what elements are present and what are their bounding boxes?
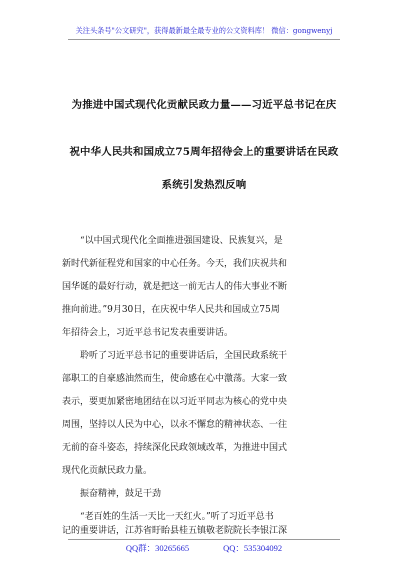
body-line: 推向前进。”9月30日，在庆祝中华人民共和国成立75周 (62, 305, 280, 315)
body-line: “以中国式现代化全面推进强国建设、民族复兴，是 (62, 236, 283, 246)
section-heading: 振奋精神，鼓足干劲 (62, 489, 162, 499)
body-line: 记的重要讲话，江苏省盱眙县桂五镇敬老院院长李银江深 (62, 526, 288, 536)
document-title-line-2: 祝中华人民共和国成立75周年招待会上的重要讲话在民政 (69, 146, 339, 158)
body-line: 年招待会上，习近平总书记发表重要讲话。 (62, 328, 234, 338)
footer-contact: QQ群：30265665 QQ：535304092 (125, 543, 283, 553)
body-line: 表示，要更加紧密地团结在以习近平同志为核心的党中央 (62, 397, 288, 407)
body-line: 国华诞的最好行动，就是把这一前无古人的伟大事业不断 (62, 282, 288, 292)
body-line: 周围，坚持以人民为中心，以永不懈怠的精神状态、一往 (62, 420, 288, 430)
header-divider (68, 39, 340, 40)
body-line: 现代化贡献民政力量。 (62, 466, 153, 476)
footer-divider (68, 539, 340, 540)
body-line: 部职工的自豪感油然而生，使命感在心中激荡。大家一致 (62, 374, 288, 384)
header-note: 关注头条号"公文研究"，获得最新最全最专业的公文资料库！ 微信：gongwenyj (75, 26, 333, 35)
body-line: 新时代新征程党和国家的中心任务。今天，我们庆祝共和 (62, 259, 288, 269)
body-line: 聆听了习近平总书记的重要讲话后，全国民政系统干 (62, 351, 288, 361)
document-title-line-1: 为推进中国式现代化贡献民政力量——习近平总书记在庆 (71, 99, 337, 111)
body-line: 无前的奋斗姿态，持续深化民政领域改革，为推进中国式 (62, 443, 288, 453)
document-title-line-3: 系统引发热烈反响 (161, 179, 247, 191)
body-line: “老百姓的生活一天比一天红火。”听了习近平总书 (62, 512, 274, 522)
